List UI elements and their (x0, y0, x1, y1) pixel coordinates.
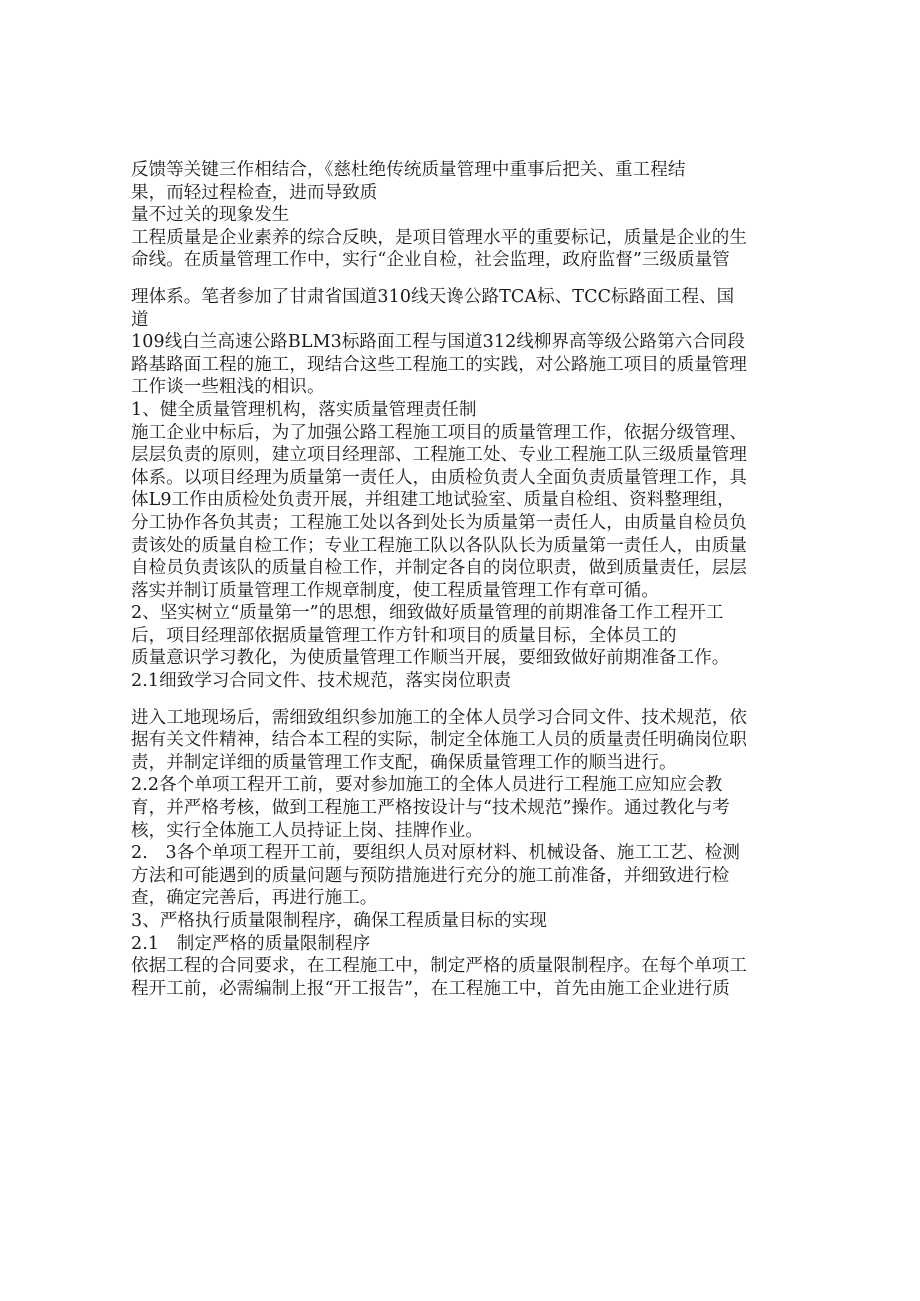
text-line: 工作谈一些粗浅的相识。 (131, 377, 325, 398)
text-line: 2. 3各个单项工程开工前，要组织人员对原材料、机械设备、施工工艺、检测 (131, 843, 740, 864)
text-line: 责该处的质量自检工作；专业工程施工队以各队队长为质量第一责任人，由质量 (131, 535, 747, 556)
text-line: 层层负责的原则，建立项目经理部、工程施工处、专业工程施工队三级质量管理 (131, 445, 747, 466)
text-line: 体系。以项目经理为质量第一责任人，由质检负责人全面负责质量管理工作，具 (131, 467, 747, 488)
subsection-heading: 2.1细致学习合同文件、技术规范，落实岗位职责 (131, 671, 512, 692)
text-line: 道 (131, 309, 149, 330)
text-line: 后，项目经理部依据质量管理工作方针和项目的质量目标，全体员工的 (131, 625, 677, 646)
section-heading: 1、健全质量管理机构，落实质量管理责任制 (131, 399, 477, 420)
text-line: 109线白兰高速公路BLM3标路面工程与国道312线柳界高等级公路第六合同段 (131, 332, 746, 353)
text-line: 落实并制订质量管理工作规章制度，使工程质量管理工作有章可循。 (131, 580, 659, 601)
text-line: 路基路面工程的施工，现结合这些工程施工的实践，对公路施工项目的质量管理 (131, 354, 747, 375)
text-line: 核，实行全体施工人员持证上岗、挂牌作业。 (131, 820, 483, 841)
text-line: 命线。在质量管理工作中，实行“企业自检，社会监理，政府监督”三级质量管 (131, 250, 730, 271)
text-line: 依据工程的合同要求，在工程施工中，制定严格的质量限制程序。在每个单项工 (131, 956, 747, 977)
text-line: 育，并严格考核，做到工程施工严格按设计与“技术规范”操作。通过教化与考 (131, 798, 730, 819)
text-line: 责，并制定详细的质量管理工作支配，确保质量管理工作的顺当进行。 (131, 752, 677, 773)
text-line: 反馈等关键三作相结合，《慈杜绝传统质量管理中重事后把关、重工程结 (131, 160, 686, 180)
text-line: 分工协作各负其责；工程施工处以各到处长为质量第一责任人，由质量自检员负 (131, 512, 747, 533)
text-line: 方法和可能遇到的质量问题与预防措施进行充分的施工前准备，并细致进行检 (131, 865, 730, 886)
text-line: 自检员负责该队的质量自检工作，并制定各自的岗位职责，做到质量责任，层层 (131, 558, 747, 579)
text-line: 工程质量是企业素养的综合反映，是项目管理水平的重要标记，质量是企业的生 (131, 227, 747, 248)
text-line: 据有关文件精神，结合本工程的实际，制定全体施工人员的质量责任明确岗位职 (131, 730, 747, 751)
text-line: 程开工前，必需编制上报“开工报告”，在工程施工中，首先由施工企业进行质 (131, 978, 730, 999)
subsection-heading: 2.1 制定严格的质量限制程序 (131, 933, 371, 954)
text-line: 果，而轻过程检查，进而导致质 (131, 182, 378, 203)
text-line: 进入工地现场后，需细致组织参加施工的全体人员学习合同文件、技术规范，依 (131, 707, 747, 728)
document-body (131, 159, 791, 1000)
text-line: 查，确定完善后，再进行施工。 (131, 888, 378, 909)
section-heading: 2、坚实树立“质量第一”的思想，细致做好质量管理的前期准备工作工程开工 (131, 603, 724, 624)
section-heading: 3、严格执行质量限制程序，确保工程质量目标的实现 (131, 911, 548, 931)
text-line: 量不过关的现象发生 (131, 205, 290, 226)
text-line: 施工企业中标后，为了加强公路工程施工项目的质量管理工作，依据分级管理、 (131, 422, 747, 443)
text-line: 质量意识学习教化，为使质量管理工作顺当开展，要细致做好前期准备工作。 (131, 648, 730, 669)
text-line: 理体系。笔者参加了甘肃省国道310线天谗公路TCA标、TCC标路面工程、国 (131, 286, 735, 307)
text-line: 体L9工作由质检处负责开展，并组建工地试验室、质量自检组、资料整理组， (131, 490, 735, 511)
text-line: 2.2各个单项工程开工前，要对参加施工的全体人员进行工程施工应知应会教 (131, 775, 723, 796)
